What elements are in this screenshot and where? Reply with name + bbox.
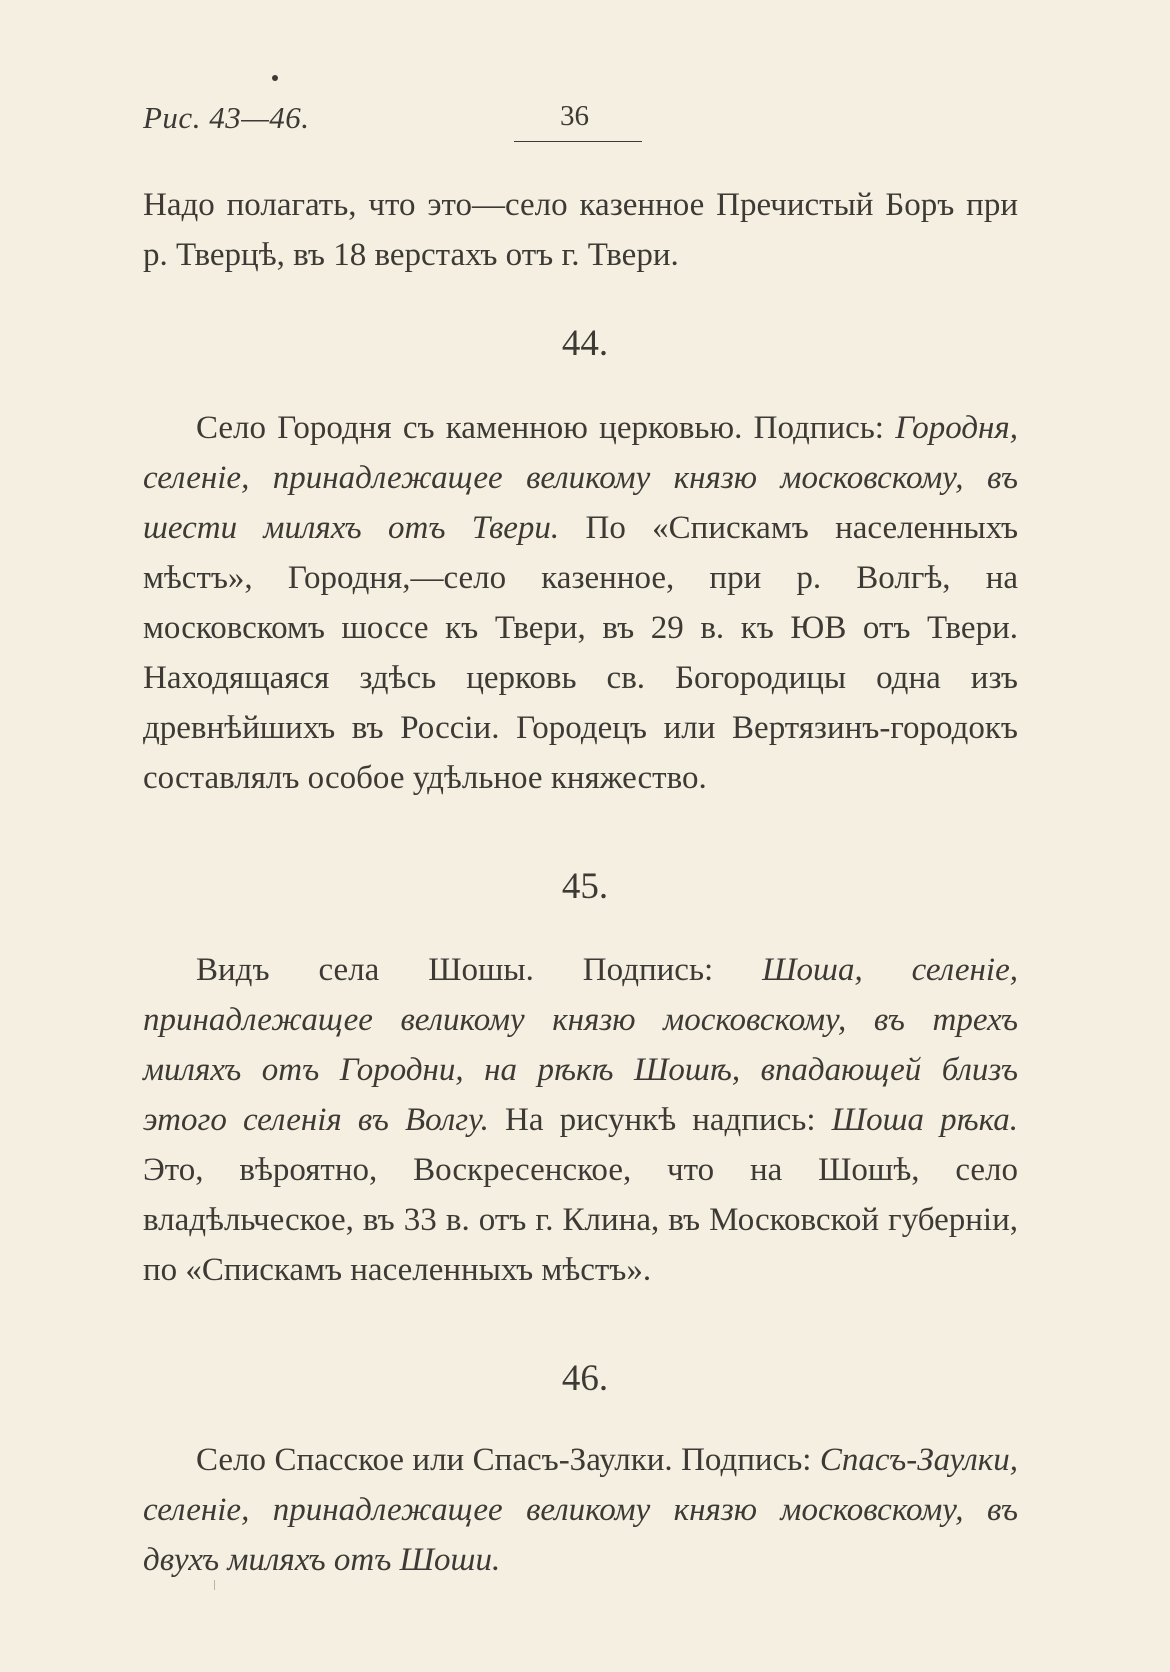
paper-mark: [214, 1580, 215, 1590]
section-heading-45: 45.: [561, 866, 609, 907]
section-paragraph-45: [143, 945, 1018, 1295]
caption-quote: Спасъ-Заулки, селеніе, принадлежащее великому князю московскому, въ двухъ миляхъ отъ Шоши.: [143, 1442, 1018, 1578]
text-run: На рисункѣ надпись:: [488, 1102, 832, 1138]
section-heading-44: 44.: [561, 323, 609, 364]
caption-quote: Шоша, селеніе, принадлежащее великому князю московскому, въ трехъ миляхъ отъ Городни, на рѣкѣ Шошѣ, впадающей близъ этого селенія въ Волгу.: [143, 952, 1018, 1138]
header-rule: [514, 141, 642, 142]
ink-speck: [272, 75, 278, 81]
intro-paragraph: Надо полагать, что это—село казенное Пречистый Боръ при р. Тверцѣ, въ 18 верстахъ отъ г. Твери.: [143, 187, 1018, 273]
running-header: Рис. 43—46.: [143, 100, 310, 135]
section-paragraph-46: [143, 1435, 1018, 1585]
text-run: Видъ села Шошы. Подпись:: [196, 952, 763, 988]
text-run: Село Городня съ каменною церковью. Подпись:: [196, 410, 896, 446]
text-run: Село Спасское или Спасъ-Заулки. Подпись:: [196, 1442, 820, 1478]
caption-quote: Городня, селеніе, принадлежащее великому князю московскому, въ шести миляхъ отъ Твери.: [143, 410, 1018, 546]
text-run: По «Спискамъ населенныхъ мѣстъ», Городня,—село казенное, при р. Волгѣ, на московскомъ шоссе къ Твери, въ 29 в. къ ЮВ отъ Твери. Находящаяся здѣсь церковь св. Богородицы одна изъ древнѣйшихъ въ Россіи. Городецъ или Вертязинъ-городокъ составлялъ особое удѣльное княжество.: [143, 510, 1019, 796]
page-number: 36: [560, 100, 589, 132]
section-paragraph-44: [143, 403, 1018, 803]
text-run: Это, вѣроятно, Воскресенское, что на Шошѣ, село владѣльческое, въ 33 в. отъ г. Клина, въ Московской губерніи, по «Спискамъ населенныхъ мѣстъ».: [143, 1152, 1018, 1288]
caption-quote: Шоша рѣка.: [831, 1102, 1018, 1138]
section-heading-46: 46.: [561, 1358, 609, 1399]
